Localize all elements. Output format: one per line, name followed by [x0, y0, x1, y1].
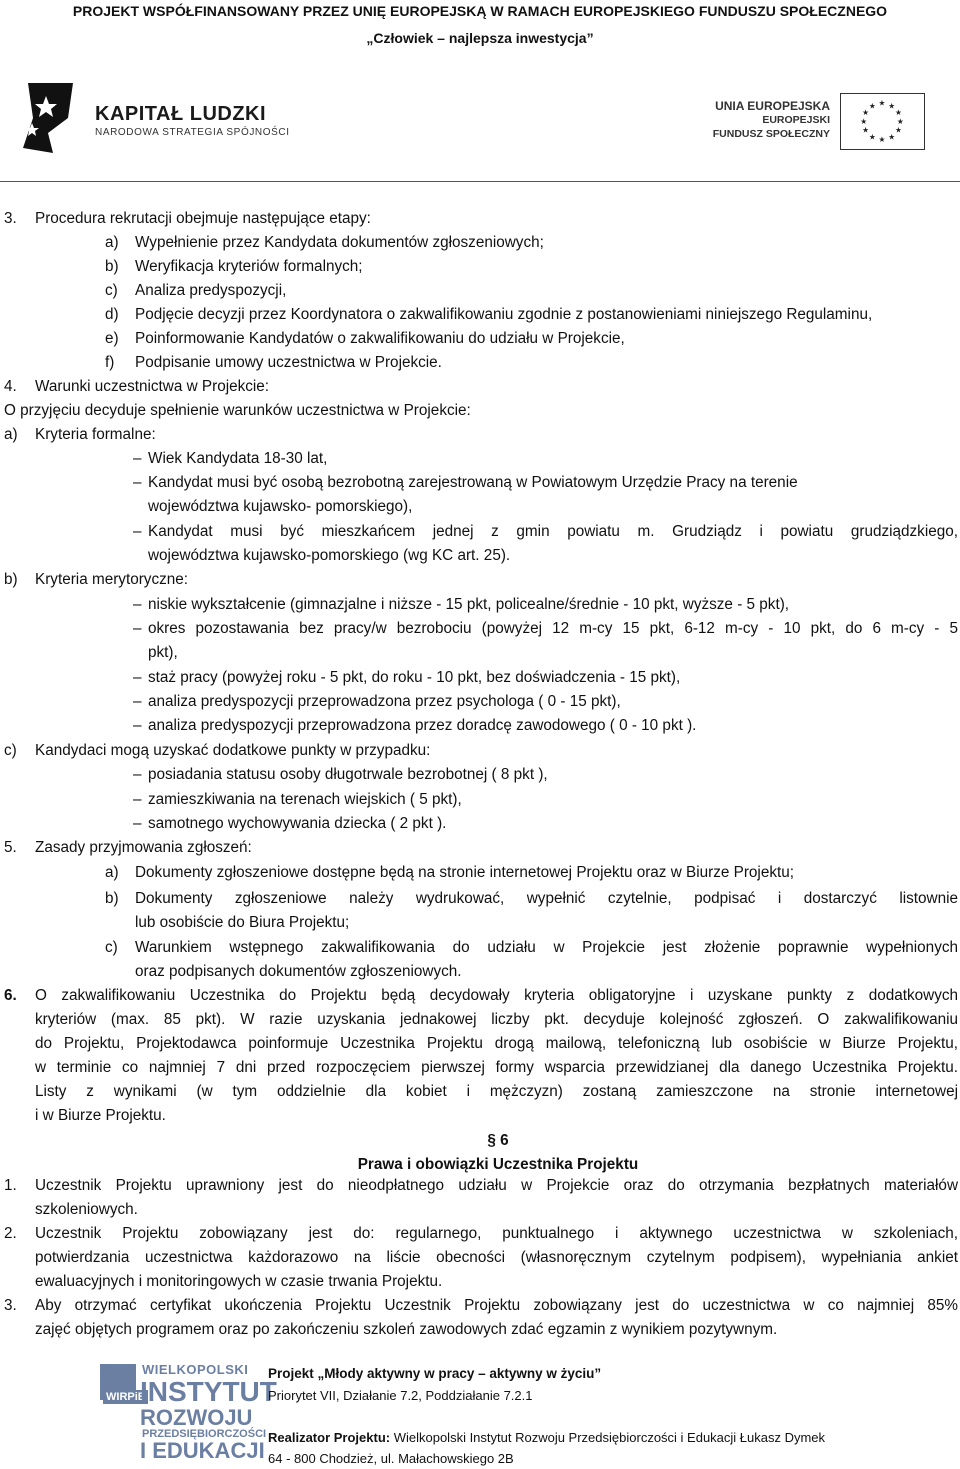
- s3-item-d-label: d): [105, 306, 119, 323]
- dash-marker: –: [133, 523, 142, 540]
- p3-line2: zajęć objętych programem oraz po zakończeniu szkoleń zawodowych zdać egzamin z wynikiem pozytywnym.: [35, 1321, 778, 1338]
- s3-item-f: Podpisanie umowy uczestnictwa w Projekcie.: [135, 354, 442, 371]
- s4-a2-line2: województwa kujawsko- pomorskiego),: [148, 498, 413, 515]
- s4-title: Warunki uczestnictwa w Projekcie:: [35, 378, 270, 395]
- dash-marker: –: [133, 450, 142, 467]
- s5-b-line2: lub osobiście do Biura Projektu;: [135, 914, 350, 931]
- s4-b1: niskie wykształcenie (gimnazjalne i niższe - 15 pkt, policealne/średnie - 10 pkt, wyższe - 5 pkt),: [148, 596, 790, 613]
- wirpie-logo-line4: PRZEDSIĘBIORCZOŚCI: [142, 1428, 267, 1440]
- svg-text:★: ★: [878, 135, 886, 145]
- s4-a-label: a): [4, 426, 18, 443]
- s4-b4: analiza predyspozycji przeprowadzona przez psychologa ( 0 - 15 pkt),: [148, 693, 621, 710]
- svg-text:★: ★: [888, 132, 896, 142]
- section-symbol: § 6: [487, 1132, 509, 1149]
- footer-realizator-name: Wielkopolski Instytut Rozwoju Przedsiębiorczości i Edukacji Łukasz Dymek: [393, 1430, 826, 1445]
- kapital-ludzki-logo: [18, 78, 78, 158]
- s4-b2-line2: pkt),: [148, 644, 178, 661]
- eu-line-3: FUNDUSZ SPOŁECZNY: [712, 128, 830, 140]
- p2-line3: ewaluacyjnych i monitoringowych w czasie trwania Projektu.: [35, 1273, 443, 1290]
- s6-number: 6.: [4, 987, 17, 1004]
- s4-c-label: c): [4, 742, 17, 759]
- wirpie-logo-line5: I EDUKACJI: [140, 1438, 265, 1463]
- s4-b-label: b): [4, 571, 18, 588]
- dash-marker: –: [133, 620, 142, 637]
- svg-text:★: ★: [862, 125, 870, 135]
- p2-line2: potwierdzania uczestnictwa każdorazowo na liście obecności (własnoręcznym czytelnym podpisem), wypełniania ankiet: [35, 1249, 958, 1266]
- s5-c-label: c): [105, 939, 118, 956]
- s3-item-a: Wypełnienie przez Kandydata dokumentów zgłoszeniowych;: [135, 234, 544, 251]
- s6-line2: kryteriów (max. 85 pkt). W razie uzyskania jednakowej liczby pkt. decyduje kolejność zgłoszeń. O zakwalifikowaniu: [35, 1011, 958, 1028]
- header-rule: [0, 181, 960, 182]
- s4-a1: Wiek Kandydata 18-30 lat,: [148, 450, 328, 467]
- svg-text:★: ★: [888, 101, 896, 111]
- s6-line1: O zakwalifikowaniu Uczestnika do Projektu będą decydowały kryteria obligatoryjne i uzyskane punkty z dodatkowych: [35, 987, 958, 1004]
- s4-b3: staż pracy (powyżej roku - 5 pkt, do roku - 10 pkt, bez doświadczenia - 15 pkt),: [148, 669, 681, 686]
- dash-marker: –: [133, 693, 142, 710]
- s3-item-c: Analiza predyspozycji,: [135, 282, 287, 299]
- dash-marker: –: [133, 596, 142, 613]
- s4-c2: zamieszkiwania na terenach wiejskich ( 5 pkt),: [148, 791, 462, 808]
- s5-title: Zasady przyjmowania zgłoszeń:: [35, 839, 252, 856]
- s3-item-f-label: f): [105, 354, 115, 371]
- s4-number: 4.: [4, 378, 17, 395]
- wirpie-logo-line2: INSTYTUT: [140, 1376, 277, 1407]
- p2-number: 2.: [4, 1225, 17, 1242]
- eu-line-1: UNIA EUROPEJSKA: [715, 99, 830, 113]
- s4-b5: analiza predyspozycji przeprowadzona przez doradcę zawodowego ( 0 - 10 pkt ).: [148, 717, 697, 734]
- p2-line1: Uczestnik Projektu zobowiązany jest do: regularnego, punktualnego i aktywnego uczestnictwa w szkoleniach,: [35, 1225, 958, 1242]
- s3-item-e: Poinformowanie Kandydatów o zakwalifikowaniu do udziału w Projekcie,: [135, 330, 625, 347]
- s6-line3: do Projektu, Projektodawca poinformuje Uczestnika Projektu drogą mailową, telefoniczną lub osobiście w Biurze Projektu,: [35, 1035, 958, 1052]
- s3-item-b-label: b): [105, 258, 119, 275]
- dash-marker: –: [133, 474, 142, 491]
- p1-line2: szkoleniowych.: [35, 1201, 138, 1218]
- s4-a3-line2: województwa kujawsko-pomorskiego (wg KC art. 25).: [148, 547, 511, 564]
- eu-flag-icon: [840, 93, 925, 150]
- svg-text:★: ★: [894, 108, 902, 118]
- s3-item-b: Weryfikacja kryteriów formalnych;: [135, 258, 363, 275]
- svg-text:★: ★: [868, 132, 876, 142]
- footer-realizator-label: Realizator Projektu:: [268, 1430, 391, 1445]
- wirpie-logo-line1: WIELKOPOLSKI: [142, 1362, 249, 1377]
- p3-number: 3.: [4, 1297, 17, 1314]
- s3-number: 3.: [4, 210, 17, 227]
- dash-marker: –: [133, 815, 142, 832]
- footer-project-name: „Młody aktywny w pracy – aktywny w życiu”: [317, 1366, 602, 1381]
- kapital-ludzki-subtitle: NARODOWA STRATEGIA SPÓJNOŚCI: [95, 127, 290, 138]
- s6-line6: i w Biurze Projektu.: [35, 1107, 166, 1124]
- s4-c3: samotnego wychowywania dziecka ( 2 pkt ).: [148, 815, 447, 832]
- s4-a-title: Kryteria formalne:: [35, 426, 156, 443]
- footer-project: [268, 1366, 601, 1381]
- s5-a: Dokumenty zgłoszeniowe dostępne będą na stronie internetowej Projektu oraz w Biurze Projektu;: [135, 864, 794, 881]
- dash-marker: –: [133, 717, 142, 734]
- footer-realizator: [268, 1430, 825, 1445]
- footer-address: 64 - 800 Chodzież, ul. Małachowskiego 2B: [268, 1451, 514, 1466]
- s4-b-title: Kryteria merytoryczne:: [35, 571, 189, 588]
- s3-item-e-label: e): [105, 330, 119, 347]
- dash-marker: –: [133, 791, 142, 808]
- svg-text:★: ★: [860, 116, 868, 126]
- s3-item-c-label: c): [105, 282, 118, 299]
- s5-a-label: a): [105, 864, 119, 881]
- wirpie-logo-line3: ROZWOJU: [140, 1405, 253, 1430]
- s5-b-line1: Dokumenty zgłoszeniowe należy wydrukować, wypełnić czytelnie, podpisać i dostarczyć listownie: [135, 890, 958, 907]
- section-title: Prawa i obowiązki Uczestnika Projektu: [357, 1156, 639, 1173]
- svg-text:★: ★: [894, 125, 902, 135]
- s4-c-title: Kandydaci mogą uzyskać dodatkowe punkty w przypadku:: [35, 742, 431, 759]
- s5-c-line2: oraz podpisanych dokumentów zgłoszeniowych.: [135, 963, 462, 980]
- svg-text:★: ★: [868, 101, 876, 111]
- s6-line5: Listy z wynikami (w tym oddzielnie dla kobiet i mężczyzn) zostaną zamieszczone na stronie internetowej: [35, 1083, 958, 1100]
- s3-item-a-label: a): [105, 234, 119, 251]
- eu-line-2: EUROPEJSKI: [762, 114, 830, 126]
- wirpie-logo-label: WIRPiE: [103, 1390, 148, 1404]
- eu-fund-text: [713, 99, 830, 141]
- header-slogan: „Człowiek – najlepsza inwestycja”: [366, 30, 594, 46]
- s4-c1: posiadania statusu osoby długotrwale bezrobotnej ( 8 pkt ),: [148, 766, 548, 783]
- p1-number: 1.: [4, 1177, 17, 1194]
- s3-item-d: Podjęcie decyzji przez Koordynatora o zakwalifikowaniu zgodnie z postanowieniami niniejszego Regulaminu,: [135, 306, 873, 323]
- svg-text:★: ★: [878, 98, 886, 108]
- footer-project-label: Projekt: [268, 1366, 314, 1381]
- p3-line1: Aby otrzymać certyfikat ukończenia Projektu Uczestnik Projektu zobowiązany jest do uczestnictwa w co najmniej 85%: [35, 1297, 958, 1314]
- s4-intro: O przyjęciu decyduje spełnienie warunków uczestnictwa w Projekcie:: [4, 402, 471, 419]
- header-title: PROJEKT WSPÓŁFINANSOWANY PRZEZ UNIĘ EUROPEJSKĄ W RAMACH EUROPEJSKIEGO FUNDUSZU SPOŁECZNEGO: [72, 3, 888, 19]
- s4-a2-line1: Kandydat musi być osobą bezrobotną zarejestrowaną w Powiatowym Urzędzie Pracy na terenie: [148, 474, 798, 491]
- svg-text:★: ★: [862, 108, 870, 118]
- svg-text:★: ★: [896, 116, 904, 126]
- s5-c-line1: Warunkiem wstępnego zakwalifikowania do udziału w Projekcie jest złożenie poprawnie wypełnionych: [135, 939, 958, 956]
- s3-title: Procedura rekrutacji obejmuje następujące etapy:: [35, 210, 371, 227]
- s4-a3-line1: Kandydat musi być mieszkańcem jednej z gmin powiatu m. Grudziądz i powiatu grudziądzkiego,: [148, 523, 958, 540]
- dash-marker: –: [133, 766, 142, 783]
- kapital-ludzki-title: KAPITAŁ LUDZKI: [95, 103, 267, 125]
- dash-marker: –: [133, 669, 142, 686]
- s6-line4: w terminie co najmniej 7 dni przed rozpoczęciem pierwszej formy wsparcia przewidzianej dla danego Uczestnika Projektu.: [35, 1059, 958, 1076]
- s5-number: 5.: [4, 839, 17, 856]
- s5-b-label: b): [105, 890, 119, 907]
- p1-line1: Uczestnik Projektu uprawniony jest do nieodpłatnego udziału w Projekcie oraz do otrzymania bezpłatnych materiałów: [35, 1177, 958, 1194]
- footer-priority: Priorytet VII, Działanie 7.2, Poddziałanie 7.2.1: [268, 1388, 533, 1403]
- s4-b2-line1: okres pozostawania bez pracy/w bezrobociu (powyżej 12 m-cy 15 pkt, 6-12 m-cy - 10 pkt, do 6 m-cy - 5: [148, 620, 958, 637]
